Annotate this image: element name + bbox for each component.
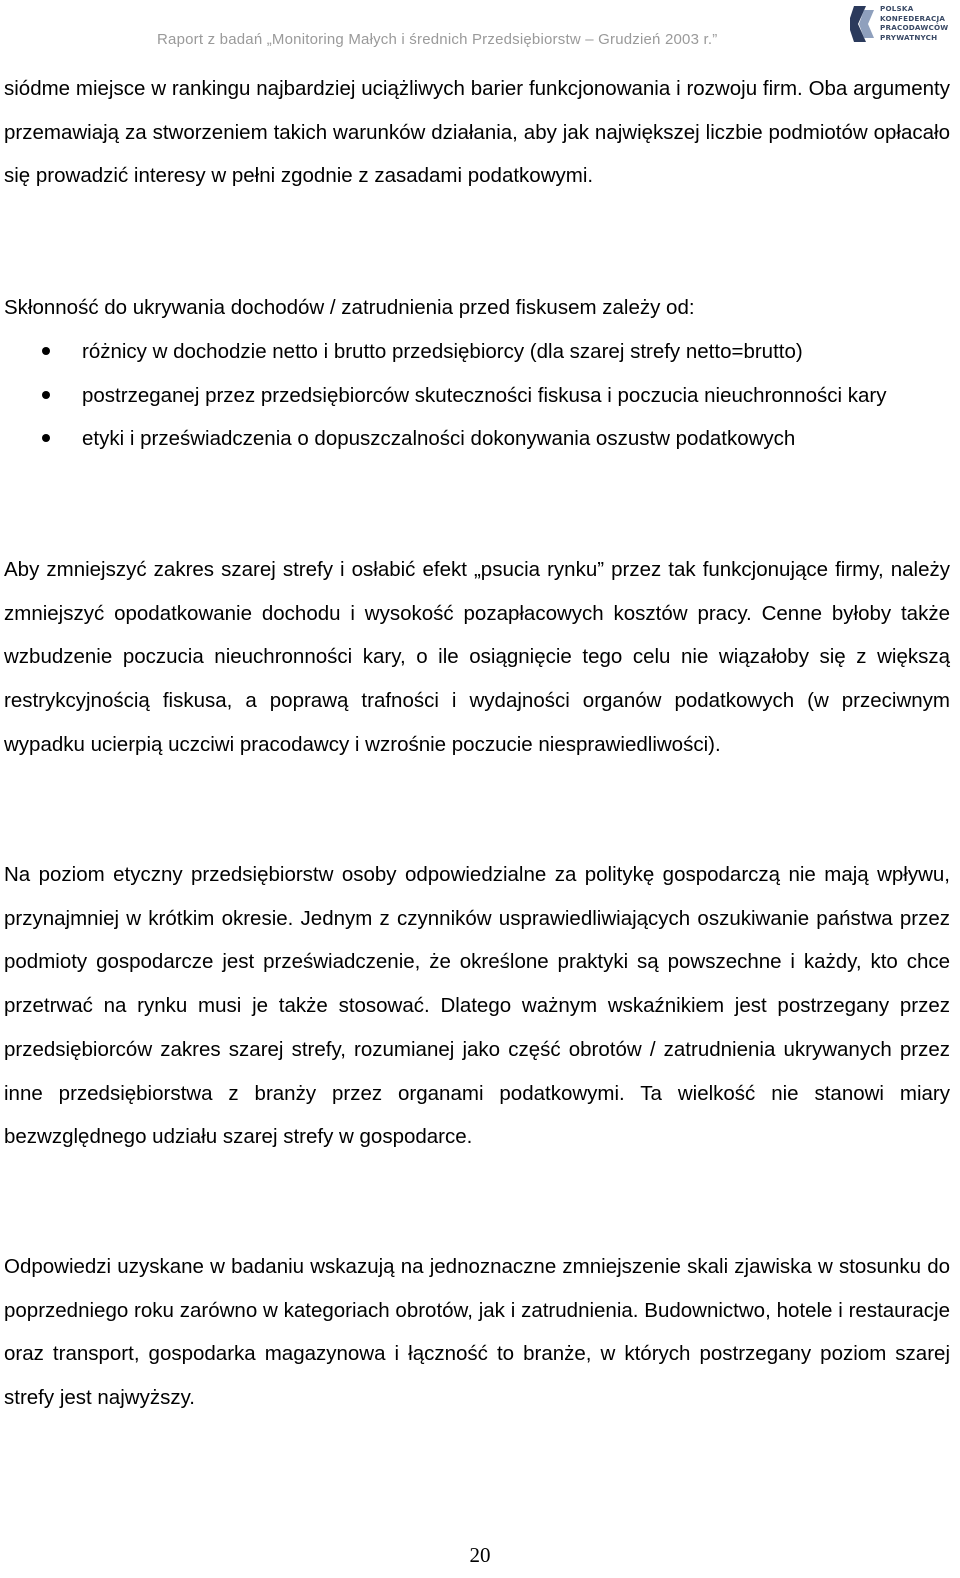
company-logo — [850, 2, 958, 46]
paragraph-reduce-grey-zone: Aby zmniejszyć zakres szarej strefy i osłabić efekt „psucia rynku” przez tak funkcjonujące firmy, należy zmniejszyć opodatkowanie dochodu i wysokość pozapłacowych kosztów pracy. Cenne byłoby także wzbudzenie poczucia nieuchronności kary, o ile osiągnięcie tego celu nie wiązałoby się z większą restrykcyjnością fiskusa, a poprawą trafności i wydajności organów podatkowych (w przeciwnym wypadku ucierpią uczciwi pracodawcy i wzrośnie poczucie niesprawiedliwości). — [4, 558, 950, 756]
logo-line: PRYWATNYCH — [880, 32, 938, 42]
paragraph-ethical-level: Na poziom etyczny przedsiębiorstw osoby odpowiedzialne za politykę gospodarczą nie mają wpływu, przynajmniej w krótkim okresie. Jednym z czynników usprawiedliwiających oszukiwanie państwa przez podmioty gospodarcze jest przeświadczenie, że określone praktyki są powszechne i każdy, kto chce przetrwać na rynku musi je także stosować. Dlatego ważnym wskaźnikiem jest postrzegany przez przedsiębiorców zakres szarej strefy, rozumianej jako część obrotów / zatrudnienia ukrywanych przez inne przedsiębiorstwa z branży przez organami podatkowymi. Ta wielkość nie stanowi miary bezwzględnego udziału szarej strefy w gospodarce. — [4, 863, 950, 1149]
bullet-icon — [42, 391, 50, 399]
paragraph-propensity-intro: Skłonność do ukrywania dochodów / zatrudnienia przed fiskusem zależy od: — [4, 296, 695, 319]
bullet-icon — [42, 434, 50, 442]
paragraph-tax-barriers: siódme miejsce w rankingu najbardziej uciążliwych barier funkcjonowania i rozwoju firm. Oba argumenty przemawiają za stworzeniem takich warunków działania, aby jak największej liczbie podmiotów opłacało się prowadzić interesy w pełni zgodnie z zasadami podatkowymi. — [4, 77, 950, 188]
logo-text — [880, 4, 948, 42]
logo-line: KONFEDERACJA — [880, 13, 946, 23]
list-item-text: etyki i przeświadczenia o dopuszczalności dokonywania oszustw podatkowych — [82, 427, 796, 451]
logo-line: POLSKA — [880, 4, 914, 13]
paragraph-survey-answers: Odpowiedzi uzyskane w badaniu wskazują na jednoznaczne zmniejszenie skali zjawiska w stosunku do poprzedniego roku zarówno w kategoriach obrotów, jak i zatrudnienia. Budownictwo, hotele i restauracje oraz transport, gospodarka magazynowa i łączność to branże, w których postrzegany poziom szarej strefy jest najwyższy. — [4, 1255, 950, 1410]
list-item-text: różnicy w dochodzie netto i brutto przedsiębiorcy (dla szarej strefy netto=brutto) — [82, 340, 803, 363]
list-item — [4, 374, 950, 418]
list-item — [4, 417, 950, 461]
header-title: Raport z badań „Monitoring Małych i średnich Przedsiębiorstw – Grudzień 2003 r.” — [157, 31, 718, 48]
list-item-text: postrzeganej przez przedsiębiorców skuteczności fiskusa i poczucia nieuchronności kary — [82, 383, 887, 407]
bullet-icon — [42, 347, 50, 355]
page-number: 20 — [469, 1543, 491, 1567]
bullet-list-factors — [4, 330, 950, 461]
logo-line: PRACODAWCÓW — [880, 23, 949, 33]
logo-mark-icon — [850, 4, 880, 44]
list-item — [4, 330, 950, 374]
